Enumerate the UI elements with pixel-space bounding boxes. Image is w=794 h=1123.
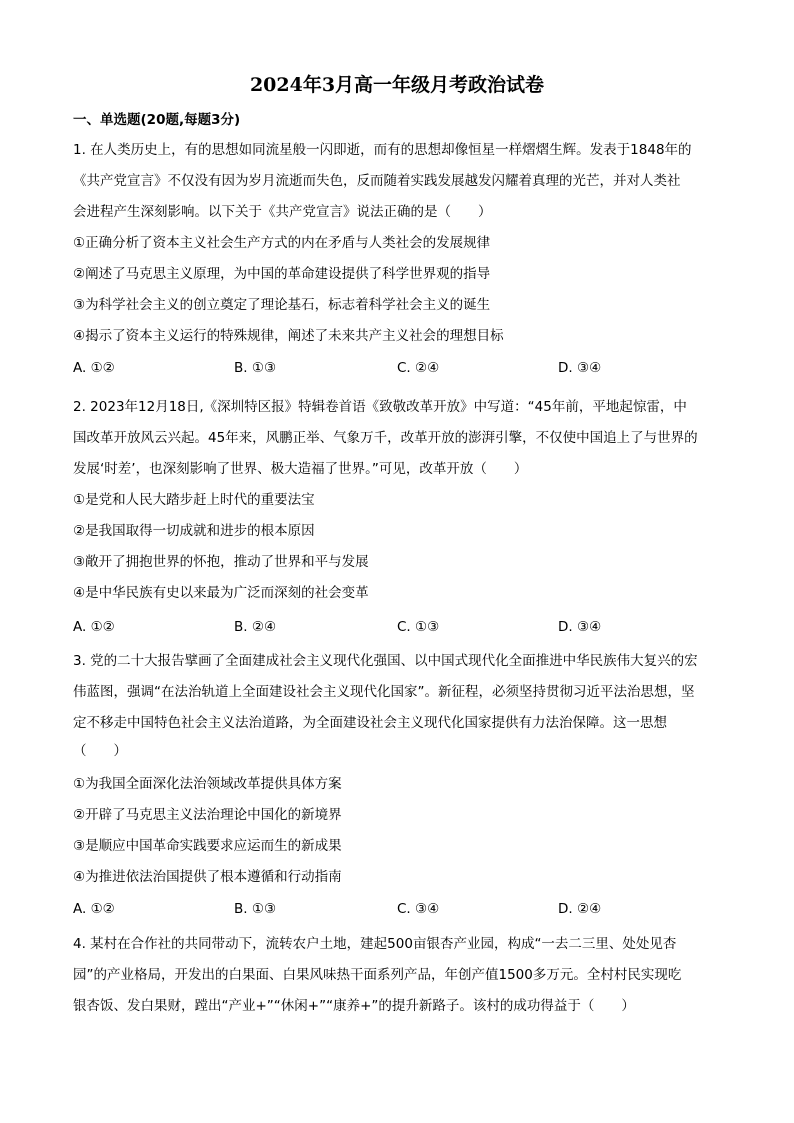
q1-choice-c: C. ②④	[397, 360, 440, 376]
q1-option: ④揭示了资本主义运行的特殊规律，阐述了未来共产主义社会的理想目标	[73, 328, 504, 344]
q2-option: ④是中华民族有史以来最为广泛而深刻的社会变革	[73, 585, 369, 601]
q3-stem-line: 伟蓝图，强调“在法治轨道上全面建设社会主义现代化国家”。新征程，必须坚持贯彻习近平法治思想，坚	[73, 684, 695, 700]
q4-stem-line: 园”的产业格局，开发出的白果面、白果风味热干面系列产品，年创产值1500多万元。全村村民实现吃	[73, 967, 682, 983]
q4-stem-line: 银杏饭、发白果财，蹚出“产业+”“休闲+”“康养+”的提升新路子。该村的成功得益于（ ）	[73, 998, 635, 1014]
q4-stem-line: 4. 某村在合作社的共同带动下，流转农户土地，建起500亩银杏产业园，构成“一去二三里、处处见杏	[73, 936, 677, 952]
q3-option: ②开辟了马克思主义法治理论中国化的新境界	[73, 807, 342, 823]
q3-stem-line: 定不移走中国特色社会主义法治道路，为全面建设社会主义现代化国家提供有力法治保障。这一思想	[73, 715, 667, 731]
exam-title: 2024年3月高一年级月考政治试卷	[249, 74, 545, 96]
q1-stem-line: 《共产党宣言》不仅没有因为岁月流逝而失色，反而随着实践发展越发闪耀着真理的光芒，并对人类社	[73, 173, 681, 189]
q1-choice-b: B. ①③	[234, 360, 277, 376]
q2-choice-d: D. ③④	[558, 619, 602, 635]
q1-option: ③为科学社会主义的创立奠定了理论基石，标志着科学社会主义的诞生	[73, 297, 491, 313]
q1-stem-line: 1. 在人类历史上，有的思想如同流星般一闪即逝，而有的思想却像恒星一样熠熠生辉。发表于1848年的	[73, 142, 692, 158]
q2-stem-line: 国改革开放风云兴起。45年来，风鹏正举、气象万千，改革开放的澎湃引擎，不仅使中国追上了与世界的	[73, 430, 698, 446]
q1-stem-line: 会进程产生深刻影响。以下关于《共产党宣言》说法正确的是（ ）	[73, 204, 492, 220]
q2-choice-b: B. ②④	[234, 619, 277, 635]
q3-choice-c: C. ③④	[397, 901, 440, 917]
q2-option: ②是我国取得一切成就和进步的根本原因	[73, 523, 315, 539]
q1-option: ①正确分析了资本主义社会生产方式的内在矛盾与人类社会的发展规律	[73, 235, 491, 251]
q2-option: ③敞开了拥抱世界的怀抱，推动了世界和平与发展	[73, 554, 369, 570]
q3-option: ④为推进依法治国提供了根本遵循和行动指南	[73, 869, 342, 885]
section-heading: 一、单选题(20题,每题3分)	[73, 112, 241, 128]
q3-choice-d: D. ②④	[558, 901, 602, 917]
q1-choice-d: D. ③④	[558, 360, 602, 376]
q2-stem-line: 2. 2023年12月18日,《深圳特区报》特辑卷首语《致敬改革开放》中写道：“45年前，平地起惊雷，中	[73, 399, 687, 415]
q2-choice-c: C. ①③	[397, 619, 440, 635]
q1-option: ②阐述了马克思主义原理，为中国的革命建设提供了科学世界观的指导	[73, 266, 491, 282]
q1-choice-a: A. ①②	[73, 360, 115, 376]
q3-choice-a: A. ①②	[73, 901, 115, 917]
q3-choice-b: B. ①③	[234, 901, 277, 917]
q3-option: ③是顺应中国革命实践要求应运而生的新成果	[73, 838, 342, 854]
q2-choice-a: A. ①②	[73, 619, 115, 635]
q2-option: ①是党和人民大踏步赶上时代的重要法宝	[73, 492, 315, 508]
q3-option: ①为我国全面深化法治领域改革提供具体方案	[73, 776, 342, 792]
q3-stem-line: 3. 党的二十大报告擘画了全面建成社会主义现代化强国、以中国式现代化全面推进中华民族伟大复兴的宏	[73, 653, 698, 669]
q2-stem-line: 发展‘时差’，也深刻影响了世界、极大造福了世界。”可见，改革开放（ ）	[73, 461, 528, 477]
q3-stem-line: （ ）	[73, 743, 127, 759]
